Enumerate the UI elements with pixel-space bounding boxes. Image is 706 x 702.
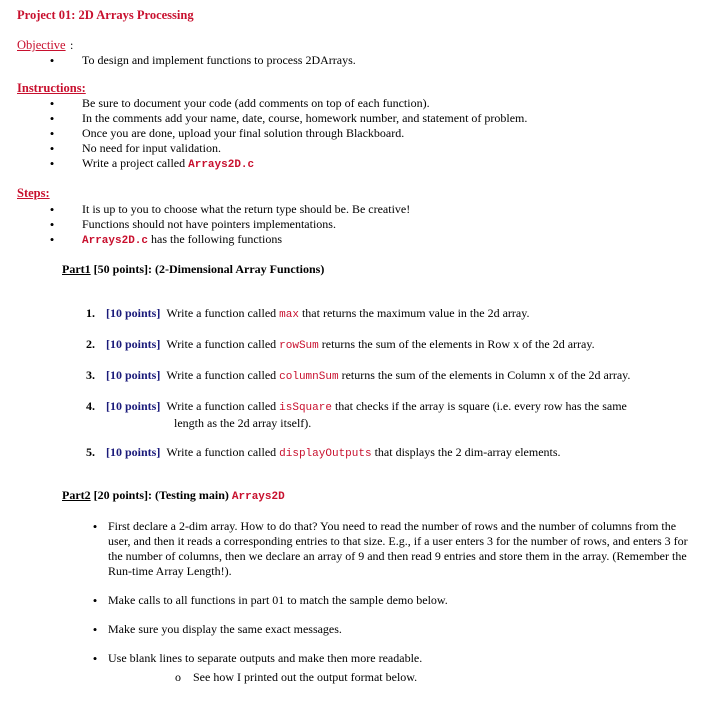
instructions-heading: Instructions:	[17, 81, 86, 95]
item-text: that checks if the array is square (i.e. every row has the same	[331, 399, 627, 413]
list-item	[49, 96, 527, 111]
list-item	[86, 445, 686, 462]
part2-points: [20 points]: (Testing main)	[90, 488, 232, 502]
bullet-icon: •	[49, 202, 55, 217]
instruction-item: Once you are done, upload your final solution through Blackboard.	[82, 126, 405, 140]
item-number: 4.	[86, 399, 95, 413]
bullet-icon: •	[49, 126, 55, 141]
objective-list	[49, 53, 356, 68]
item-text: Write a function called	[166, 399, 280, 413]
step-item: It is up to you to choose what the return type should be. Be creative!	[82, 202, 411, 216]
item-text: Write a function called	[166, 445, 280, 459]
part2-item: Use blank lines to separate outputs and make then more readable.	[108, 651, 423, 665]
instruction-item: Write a project called	[82, 156, 189, 170]
bullet-icon: •	[92, 593, 98, 608]
item-text-continued: length as the 2d array itself).	[174, 416, 312, 430]
code-filename: Arrays2D.c	[188, 159, 255, 171]
part1-heading	[62, 262, 324, 277]
function-name: isSquare	[279, 402, 332, 414]
list-item	[90, 593, 690, 608]
part2-item: Make sure you display the same exact messages.	[108, 622, 342, 636]
list-item	[90, 519, 690, 579]
item-points: [10 points]	[106, 337, 161, 351]
part1-label: Part1	[62, 262, 91, 276]
item-text: that displays the 2 dim-array elements.	[371, 445, 561, 459]
instruction-item: Be sure to document your code (add comments on top of each function).	[82, 96, 430, 110]
item-text: that returns the maximum value in the 2d array.	[298, 306, 530, 320]
item-text: returns the sum of the elements in Row x of the 2d array.	[318, 337, 595, 351]
list-item	[49, 156, 527, 173]
item-text: Write a function called	[166, 306, 280, 320]
part2-item: First declare a 2-dim array. How to do that? You need to read the number of rows and the number of columns from the user, and then it reads a corresponding entries to that size. E.g., if a user enters 3 for the number of rows, and enters 3 for the number of columns, then we declare an array of 9 and then read 9 entries and store them in the array. (Remember the Run-time Array Length!).	[108, 519, 688, 578]
part2-label: Part2	[62, 488, 91, 502]
item-text: Write a function called	[166, 337, 280, 351]
bullet-icon: •	[92, 622, 98, 637]
objective-heading	[17, 38, 66, 53]
item-number: 3.	[86, 368, 95, 382]
item-points: [10 points]	[106, 306, 161, 320]
objective-heading-text: Objective	[17, 38, 66, 52]
bullet-icon: •	[49, 232, 55, 247]
list-item	[86, 368, 686, 385]
function-name: max	[279, 309, 299, 321]
sub-list-item	[175, 670, 417, 685]
objective-colon: :	[70, 38, 74, 52]
bullet-icon: •	[49, 217, 55, 232]
list-item	[49, 217, 410, 232]
list-item	[86, 306, 686, 323]
function-name: displayOutputs	[279, 448, 372, 460]
item-number: 2.	[86, 337, 95, 351]
item-points: [10 points]	[106, 445, 161, 459]
step-item: Functions should not have pointers implementations.	[82, 217, 336, 231]
list-item	[49, 232, 410, 249]
bullet-icon: •	[92, 651, 98, 666]
bullet-icon: •	[49, 53, 55, 68]
steps-heading: Steps:	[17, 186, 50, 200]
list-item	[90, 651, 690, 666]
bullet-icon: •	[49, 141, 55, 156]
circle-bullet-icon: o	[175, 670, 181, 684]
function-name: columnSum	[279, 371, 339, 383]
page-title: Project 01: 2D Arrays Processing	[17, 8, 194, 22]
function-name: rowSum	[279, 340, 319, 352]
part1-points: [50 points]: (2-Dimensional Array Functions)	[90, 262, 325, 276]
item-text: Write a function called	[166, 368, 280, 382]
code-filename: Arrays2D	[231, 491, 285, 503]
part2-item: Make calls to all functions in part 01 to match the sample demo below.	[108, 593, 448, 607]
list-item	[49, 202, 411, 217]
part2-list	[90, 519, 690, 666]
step-item: has the following functions	[148, 232, 282, 246]
item-points: [10 points]	[106, 399, 161, 413]
instructions-list	[49, 96, 528, 173]
item-points: [10 points]	[106, 368, 161, 382]
item-text: returns the sum of the elements in Column x of the 2d array.	[338, 368, 631, 382]
instruction-item: In the comments add your name, date, course, homework number, and statement of problem.	[82, 111, 528, 125]
item-number: 5.	[86, 445, 95, 459]
bullet-icon: •	[49, 96, 55, 111]
list-item	[49, 126, 527, 141]
list-item	[49, 141, 527, 156]
steps-list	[49, 202, 411, 249]
list-item	[90, 622, 690, 637]
code-filename: Arrays2D.c	[82, 235, 149, 247]
objective-item: To design and implement functions to process 2DArrays.	[82, 53, 356, 67]
list-item	[49, 53, 356, 68]
list-item	[86, 399, 686, 431]
part2-heading	[62, 488, 285, 505]
bullet-icon: •	[92, 519, 98, 534]
sub-item-text: See how I printed out the output format below.	[193, 670, 418, 684]
part1-function-list	[86, 306, 686, 462]
instruction-item: No need for input validation.	[82, 141, 221, 155]
bullet-icon: •	[49, 156, 55, 171]
item-number: 1.	[86, 306, 95, 320]
list-item	[49, 111, 528, 126]
list-item	[86, 337, 686, 354]
bullet-icon: •	[49, 111, 55, 126]
